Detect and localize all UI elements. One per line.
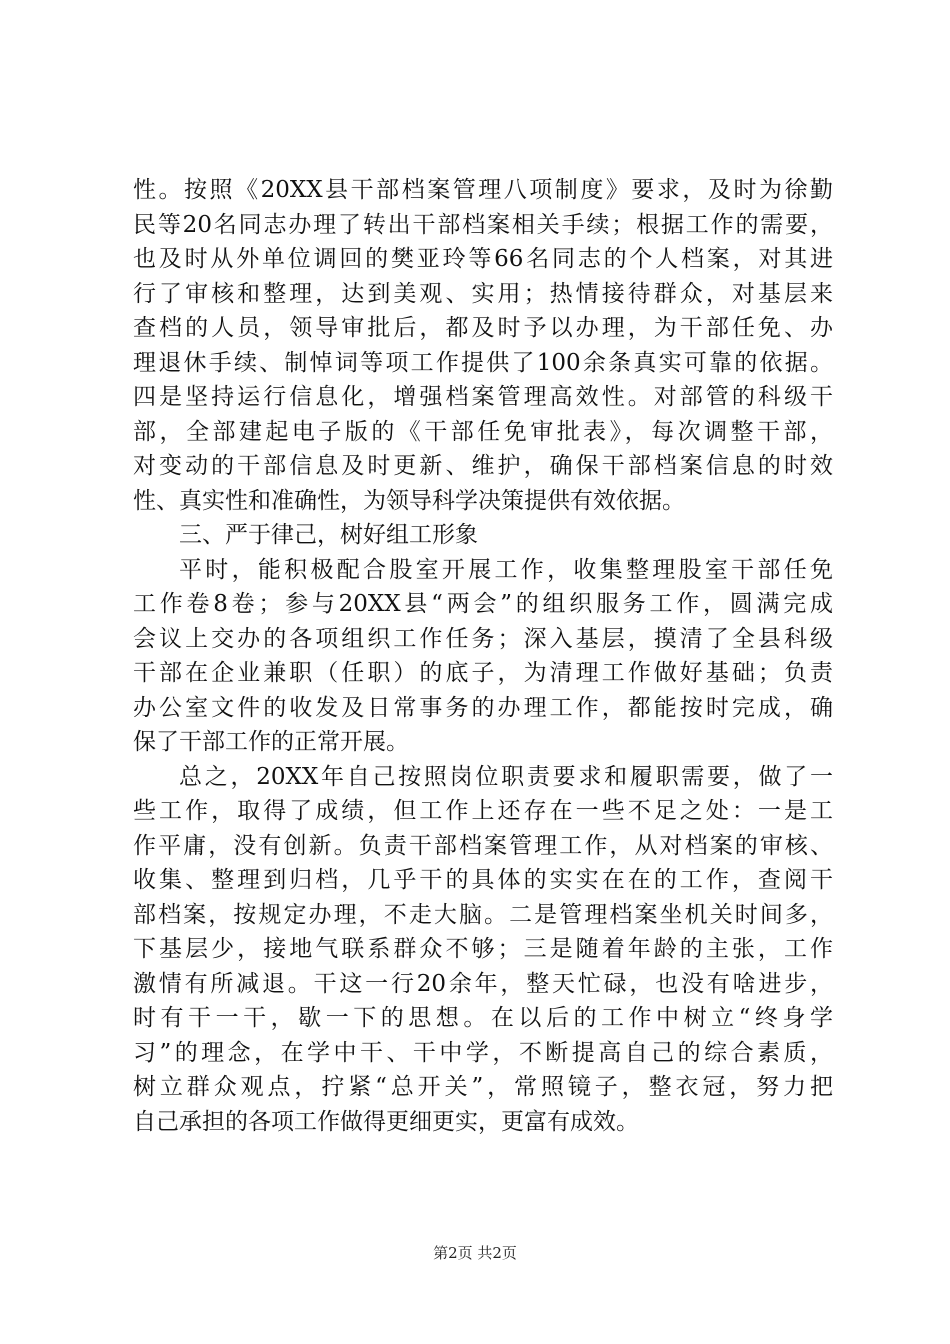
text-line: 部，全部建起电子版的《干部任免审批表》，每次调整干部，	[133, 418, 833, 445]
section-heading: 三、严于律己，树好组工形象	[179, 522, 478, 548]
text-line: 保了干部工作的正常开展。	[133, 729, 409, 755]
text-line: 些工作，取得了成绩，但工作上还存在一些不足之处：一是工	[133, 798, 833, 824]
text-line: 下基层少，接地气联系群众不够；三是随着年龄的主张，工作	[133, 936, 833, 962]
text-line: 干部在企业兼职（任职）的底子，为清理工作做好基础；负责	[133, 660, 833, 686]
text-line: 行了审核和整理，达到美观、实用；热情接待群众，对基层来	[133, 280, 833, 307]
text-line: 办公室文件的收发及日常事务的办理工作，都能按时完成，确	[133, 694, 833, 721]
text-line: 性。按照《20XX县干部档案管理八项制度》要求，及时为徐勤	[133, 177, 833, 203]
page-footer	[0, 1243, 950, 1263]
text-line: 收集、整理到归档，几乎干的具体的实实在在的工作，查阅干	[133, 867, 833, 893]
text-line: 习”的理念，在学中干、干中学，不断提高自己的综合素质，	[133, 1039, 833, 1066]
text-line: 部档案，按规定办理，不走大脑。二是管理档案坐机关时间多，	[133, 901, 833, 928]
text-line: 平时，能积极配合股室开展工作，收集整理股室干部任免	[179, 556, 833, 583]
text-line: 也及时从外单位调回的樊亚玲等66名同志的个人档案，对其进	[133, 246, 833, 272]
text-line: 对变动的干部信息及时更新、维护，确保干部档案信息的时效	[133, 453, 833, 479]
body-text	[133, 173, 833, 1139]
text-line: 自己承担的各项工作做得更细更实，更富有成效。	[133, 1108, 639, 1135]
text-line: 激情有所减退。干这一行20余年，整天忙碌，也没有啥进步，	[133, 970, 833, 997]
text-line: 作平庸，没有创新。负责干部档案管理工作，从对档案的审核、	[133, 832, 833, 859]
text-line: 时有干一干，歇一下的思想。在以后的工作中树立“终身学	[133, 1005, 833, 1031]
text-line: 工作卷8卷；参与20XX县“两会”的组织服务工作，圆满完成	[133, 591, 833, 617]
page-number: 第2页 共2页	[433, 1244, 517, 1262]
text-line: 查档的人员，领导审批后，都及时予以办理，为干部任免、办	[133, 315, 833, 341]
text-line: 理退休手续、制悼词等项工作提供了100余条真实可靠的依据。	[133, 349, 833, 376]
text-line: 树立群众观点，拧紧“总开关”，常照镜子，整衣冠，努力把	[133, 1074, 833, 1100]
text-line: 四是坚持运行信息化，增强档案管理高效性。对部管的科级干	[133, 384, 833, 410]
text-line: 民等20名同志办理了转出干部档案相关手续；根据工作的需要，	[133, 211, 833, 238]
text-line: 性、真实性和准确性，为领导科学决策提供有效依据。	[133, 487, 685, 514]
text-line: 会议上交办的各项组织工作任务；深入基层，摸清了全县科级	[133, 625, 833, 652]
text-line: 总之，20XX年自己按照岗位职责要求和履职需要，做了一	[179, 763, 833, 790]
